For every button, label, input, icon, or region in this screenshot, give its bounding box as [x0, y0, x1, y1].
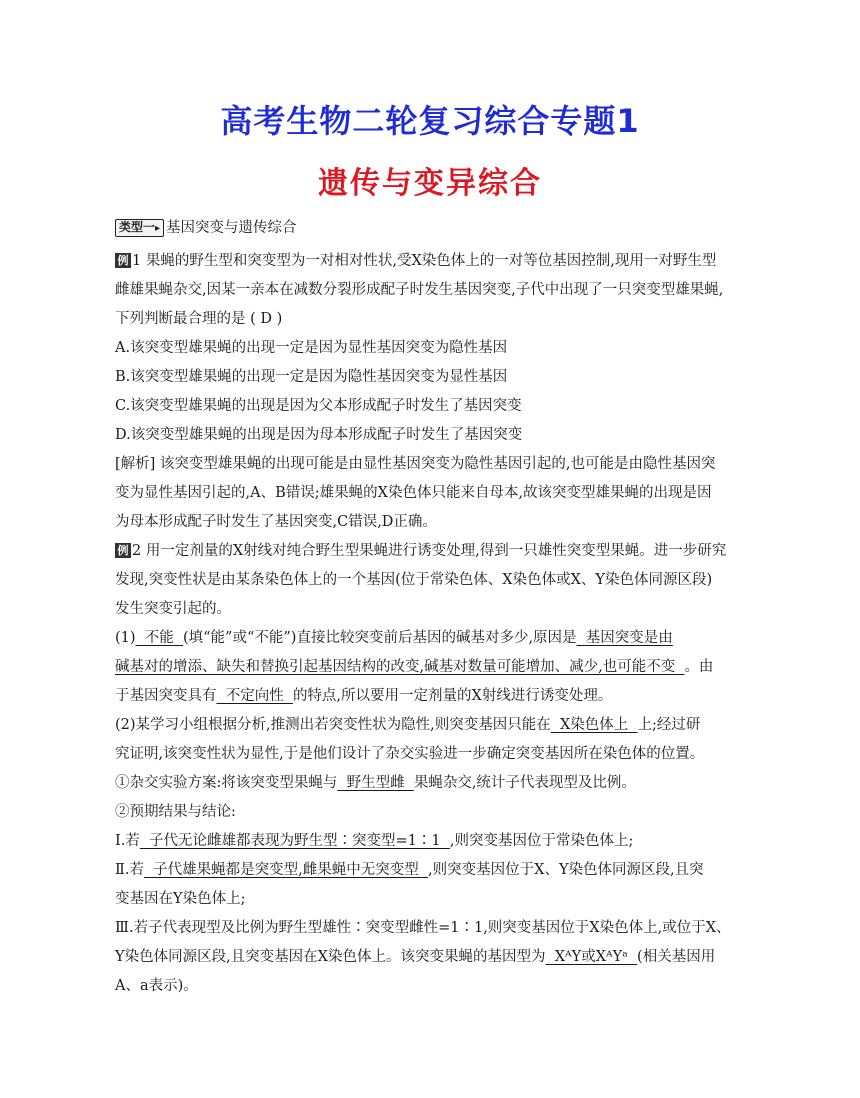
analysis-line-2: 变为显性基因引起的,A、B错误;雄果蝇的X染色体只能来自母本,故该突变型雄果蝇的出现是因	[115, 485, 712, 501]
example1-line-2: 雌雄果蝇杂交,因某一亲本在减数分裂形成配子时发生基因突变,子代中出现了一只突变型雄果蝇,	[115, 282, 724, 298]
result-2-prefix: Ⅱ.若	[115, 862, 144, 878]
q2-text-3b: 果蝇杂交,统计子代表现型及比例。	[413, 775, 636, 791]
example2-text: 2 用一定剂量的X射线对纯合野生型果蝇进行诱变处理,得到一只雄性突变型果蝇。进一步研究	[132, 543, 727, 559]
result-3-answer: XᴬY或XᴬYᵃ	[545, 949, 638, 965]
example1-line-3: 下列判断最合理的是 ( D )	[115, 311, 283, 327]
example2-line-1	[115, 537, 747, 566]
section-tag	[115, 219, 164, 237]
q2-text-1b: 上;经过研	[637, 717, 701, 733]
page-subtitle: 遗传与变异综合	[318, 166, 542, 201]
q1-text: (填“能”或“不能”)直接比较突变前后基因的碱基对多少,原因是	[182, 630, 577, 646]
q2-text-1a: (2)某学习小组根据分析,推测出若突变性状为隐性,则突变基因只能在	[115, 717, 551, 733]
result-1-prefix: Ⅰ.若	[115, 833, 140, 849]
result-2	[115, 856, 747, 885]
q1-text-3a: 于基因突变具有	[115, 688, 217, 704]
example2-line-2: 发现,突变性状是由某条染色体上的一个基因(位于常染色体、X染色体或X、Y染色体同源区段)	[115, 572, 713, 588]
triangle-right-icon: ▸	[155, 223, 161, 234]
result-3-end: A、a表示)。	[115, 978, 198, 994]
analysis-line-1: [解析] 该突变型雄果蝇的出现可能是由显性基因突变为隐性基因引起的,也可能是由隐性基因突	[115, 456, 716, 472]
result-2-answer: 子代雄果蝇都是突变型,雌果蝇中无突变型	[143, 862, 429, 878]
result-3: Ⅲ.若子代表现型及比例为野生型雄性∶突变型雌性=1∶1,则突变基因位于X染色体上,或位于X、	[115, 920, 731, 936]
document-body	[115, 214, 747, 1001]
analysis-line-3: 为母本形成配子时发生了基因突变,C错误,D正确。	[115, 514, 437, 530]
section-tag-label: 类型一	[119, 220, 156, 234]
result-3-note: (相关基因用	[637, 949, 716, 965]
option-c: C.该突变型雄果蝇的出现是因为父本形成配子时发生了基因突变	[115, 398, 522, 414]
option-d: D.该突变型雄果蝇的出现是因为母本形成配子时发生了基因突变	[115, 427, 523, 443]
q2-text-3a: ①杂交实验方案:将该突变型果蝇与	[115, 775, 338, 791]
example-badge: 例	[115, 253, 131, 268]
result-1-answer: 子代无论雌雄都表现为野生型∶突变型=1∶1	[139, 833, 450, 849]
result-1-text: ,则突变基因位于常染色体上;	[449, 833, 634, 849]
q1-answer-3: 不定向性	[216, 688, 293, 704]
example1-line-1	[115, 247, 747, 276]
q1-text-3b: 的特点,所以要用一定剂量的X射线进行诱变处理。	[292, 688, 613, 704]
example-badge: 例	[115, 543, 131, 558]
result-3-text: Y染色体同源区段,且突变基因在X染色体上。该突变果蝇的基因型为	[115, 949, 546, 965]
q1-line-1	[115, 624, 747, 653]
q2-line-4: ②预期结果与结论:	[115, 804, 236, 820]
q2-line-2: 究证明,该突变性状为显性,于是他们设计了杂交实验进一步确定突变基因所在染色体的位置。	[115, 746, 705, 762]
option-a: A.该突变型雄果蝇的出现一定是因为显性基因突变为隐性基因	[115, 340, 508, 356]
q1-answer-2a: 基因突变是由	[576, 630, 673, 646]
q2-answer-2: 野生型雌	[337, 775, 414, 791]
result-2-cont: 变基因在Y染色体上;	[115, 891, 246, 907]
q2-line-3	[115, 769, 747, 798]
section-heading	[115, 214, 747, 243]
section-heading-text: 基因突变与遗传综合	[166, 220, 297, 236]
q1-line-3	[115, 682, 747, 711]
page-title: 高考生物二轮复习综合专题1	[220, 102, 640, 140]
q1-line-2	[115, 653, 747, 682]
example1-text: 1 果蝇的野生型和突变型为一对相对性状,受X染色体上的一对等位基因控制,现用一对野生型	[132, 253, 717, 269]
result-2-text: ,则突变基因位于X、Y染色体同源区段,且突	[428, 862, 704, 878]
option-b: B.该突变型雄果蝇的出现一定是因为隐性基因突变为显性基因	[115, 369, 508, 385]
q1-text-end: 。由	[684, 659, 714, 675]
q2-answer-1: X染色体上	[550, 717, 638, 733]
q2-line-1	[115, 711, 747, 740]
q1-answer-2b: 碱基对的增添、缺失和替换引起基因结构的改变,碱基对数量可能增加、减少,也可能不变	[115, 659, 685, 675]
result-3-cont	[115, 943, 747, 972]
example2-line-3: 发生突变引起的。	[115, 601, 231, 617]
q1-number: (1)	[115, 630, 136, 646]
result-1	[115, 827, 747, 856]
q1-answer-1: 不能	[135, 630, 183, 646]
